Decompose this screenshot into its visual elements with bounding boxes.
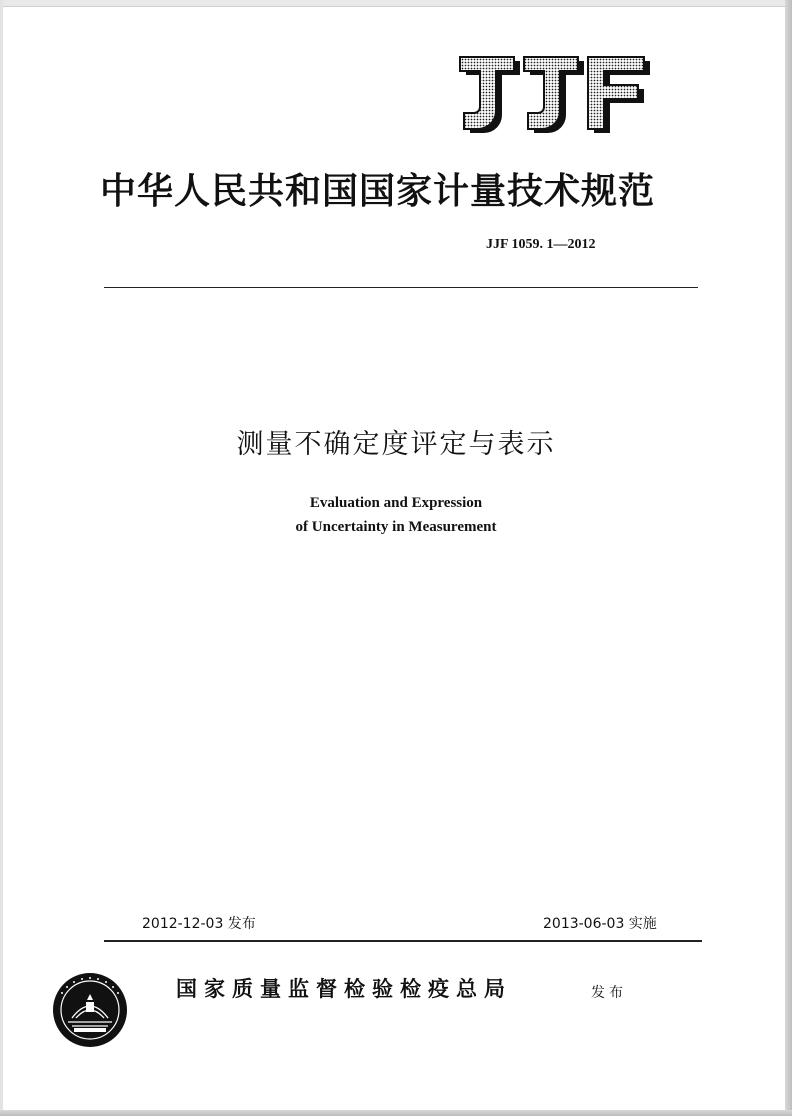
document-title-en-line1: Evaluation and Expression: [309, 495, 483, 511]
viewer-toolbar: [0, 0, 792, 7]
document-title-en-line2: of Uncertainty in Measurement: [295, 519, 497, 535]
aqsiq-seal-icon: [52, 972, 128, 1048]
issue-date: 2012-12-03 发布: [142, 916, 256, 932]
divider-top: [104, 287, 698, 288]
publish-label: 发布: [591, 985, 627, 1001]
viewer-scrollbar[interactable]: [785, 0, 792, 1116]
standard-code: JJF 1059. 1—2012: [486, 237, 596, 252]
publisher-name: 国家质量监督检验检疫总局: [176, 976, 512, 1001]
viewer-frame-bottom: [0, 1110, 792, 1116]
document-title-cn: 测量不确定度评定与表示: [236, 429, 556, 460]
implementation-date: 2013-06-03 实施: [543, 916, 657, 932]
jjf-logo: [458, 55, 654, 139]
main-title: 中华人民共和国国家计量技术规范: [100, 170, 656, 212]
divider-bottom: [104, 940, 702, 942]
